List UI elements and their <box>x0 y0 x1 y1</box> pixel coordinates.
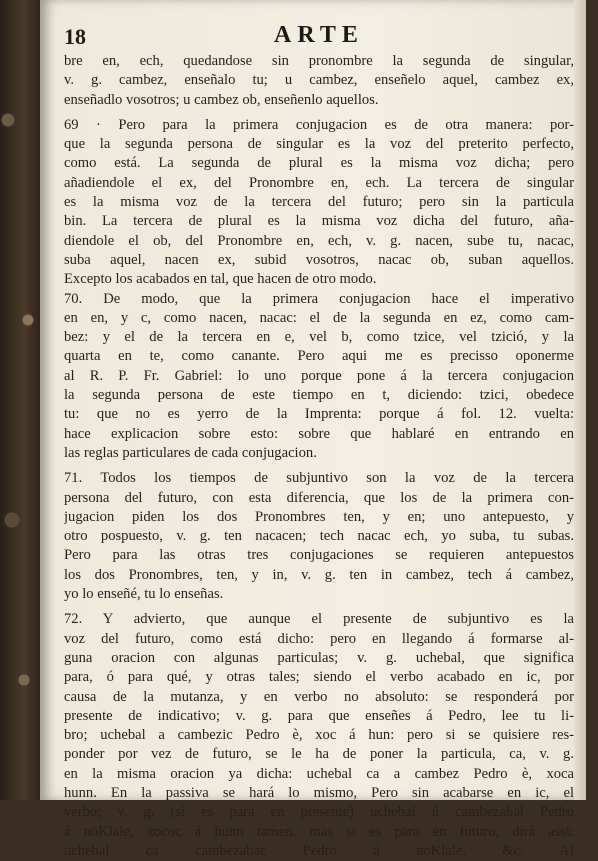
text-line: guna oracion con algunas particulas; v. g. uchebal, que significa <box>64 649 574 666</box>
running-head: ARTE <box>274 22 364 48</box>
text-line: la segunda persona de este tiempo en t, diciendo: tzici, obedece <box>64 387 574 404</box>
text-line: que la segunda persona de singular es la voz del preterito perfecto, <box>64 136 574 153</box>
text-line: otro pospuesto, v. g. ten nacacen; tech nacac ech, yo suba, tu subas. <box>64 528 574 545</box>
text-line: enseñadlo vosotros; u cambez ob, enseñenlo aquellos. <box>64 91 379 108</box>
text-line: presente de indicativo; v. g. para que enseñes á Pedro, lee tu li- <box>64 707 574 724</box>
text-line: verbo; v. g. (si es para en presente) uchebal ú cambezabal Pedro <box>64 804 574 821</box>
text-line: los dos Pronombres, ten, y in, v. g. ten in cambez, tech á cambez, <box>64 566 574 583</box>
text-line: uchebal ca cambezabac Pedro á noKlale, &c. Al <box>64 842 574 859</box>
text-line: suba aquel, nacen ex, subid vosotros, nacac ob, suban aquellos. <box>64 251 574 268</box>
text-line: es la misma voz de la tercera del futuro; pero sin la particula <box>64 194 574 211</box>
text-line: á noKlale, xococ á hunn tamen. mas si es para en futuro, dirá assi: <box>64 823 574 840</box>
page-number: 18 <box>64 24 86 49</box>
text-line: como está. La segunda de plural es la misma voz dicha; pero <box>64 155 574 172</box>
text-line: 72. Y advierto, que aunque el presente de subjuntivo es la <box>64 611 574 628</box>
text-line: bro; uchebal a cambezic Pedro è, xoc á hun: pero si se quisiere res- <box>64 727 574 744</box>
text-line: Excepto los acabados en tal, que hacen de otro modo. <box>64 271 377 288</box>
text-line: ponder por vez de futuro, se le ha de poner la particula, ca, v. g. <box>64 746 574 763</box>
text-line: bre en, ech, quedandose sin pronombre la segunda de singular, <box>64 53 574 69</box>
page-header <box>64 24 564 50</box>
text-line: quarta en te, como canante. Pero aqui me es precisso oponerme <box>64 348 574 365</box>
text-line: las reglas particulares de cada conjugacion. <box>64 444 317 461</box>
text-line: persona del futuro, con esta diferencia, que los de la primera con- <box>64 489 574 506</box>
text-line: 69 · Pero para la primera conjugacion es de otra manera: por- <box>64 116 574 133</box>
text-line: yo lo enseñé, tu lo enseñas. <box>64 586 224 603</box>
text-line: v. g. cambez, enseñalo tu; u cambez, enseñelo aquel, cambez ex, <box>64 72 574 89</box>
text-line: hace explicacion sobre esto: sobre que hablaré en entrando en <box>64 425 574 442</box>
text-line: en la misma oracion ya dicha: uchebal ca a cambez Pedro è, xoca <box>64 765 574 782</box>
text-line: bin. La tercera de plural es la misma voz dicha del futuro, aña- <box>64 213 574 230</box>
text-line: tu: que no es yerro de la Imprenta: porque á fol. 12. vuelta: <box>64 406 574 423</box>
book-binding <box>0 0 40 800</box>
text-line: jugacion piden los dos Pronombres ten, y en; uno antepuesto, y <box>64 508 574 525</box>
text-line: hunn. En la passiva se hará lo mismo, Pero sin acabarse en ic, el <box>64 784 574 801</box>
text-line: causa de la mutanza, y en verbo no absoluto: se responderá por <box>64 688 574 705</box>
text-line: voz del futuro, como está dicho: pero en llegando á formarse al- <box>64 630 574 647</box>
text-line: para, ó para qué, y otras tales; siendo el verbo acabado en ic, por <box>64 669 574 686</box>
text-line: 71. Todos los tiempos de subjuntivo son la voz de la tercera <box>64 470 574 487</box>
text-line: añadiendole el ex, del Pronombre en, ech. La tercera de singular <box>64 174 574 191</box>
body-text <box>64 52 574 861</box>
text-line: 70. De modo, que la primera conjugacion hace el imperativo <box>64 290 574 307</box>
text-line: bez: y el de la tercera en e, vel b, como tzice, vel tzició, y la <box>64 329 574 346</box>
text-line: al R. P. Fr. Gabriel: lo uno porque pone á la tercera conjugacion <box>64 367 574 384</box>
text-line: en en, y c, como nacen, nacac: el de la segunda en ez, como cam- <box>64 309 574 326</box>
text-line: Pero para las otras tres conjugaciones se requieren antepuestos <box>64 547 574 564</box>
text-line: diendole el ob, del Pronombre en, ech, v. g. nacen, sube tu, nacac, <box>64 232 574 249</box>
page-edge <box>574 0 586 800</box>
